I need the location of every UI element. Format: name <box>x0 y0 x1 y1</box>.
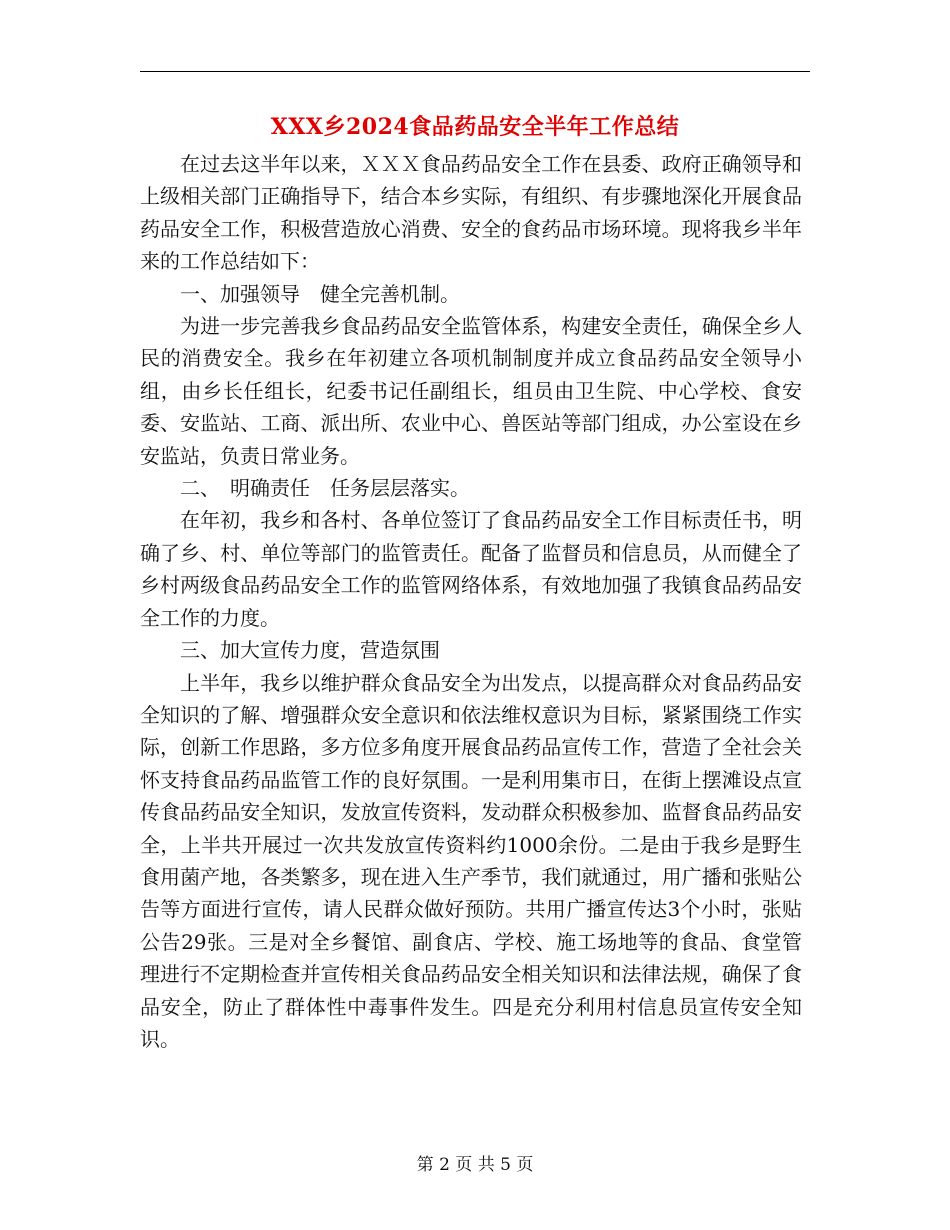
section-1-paragraph: 为进一步完善我乡食品药品安全监管体系，构建安全责任，确保全乡人民的消费安全。我乡在年初建立各项机制制度并成立食品药品安全领导小组，由乡长任组长，纪委书记任副组长，组员由卫生院、中心学校、食安委、安监站、工商、派出所、农业中心、兽医站等部门组成，办公室设在乡安监站，负责日常业务。 <box>140 314 802 468</box>
header-rule <box>140 71 810 72</box>
document-body <box>140 148 802 1055</box>
document-title: XXX乡2024食品药品安全半年工作总结 <box>270 114 680 140</box>
intro-paragraph: 在过去这半年以来，ＸＸＸ食品药品安全工作在县委、政府正确领导和上级相关部门正确指导下，结合本乡实际，有组织、有步骤地深化开展食品药品安全工作，积极营造放心消费、安全的食药品市场环境。现将我乡半年来的工作总结如下： <box>140 152 802 274</box>
section-heading-2: 二、 明确责任 任务层层落实。 <box>180 476 470 501</box>
section-heading-1: 一、加强领导 健全完善机制。 <box>180 281 460 306</box>
page-number: 第 2 页 共 5 页 <box>416 1155 534 1175</box>
section-2-paragraph: 在年初，我乡和各村、各单位签订了食品药品安全工作目标责任书，明确了乡、村、单位等部门的监管责任。配备了监督员和信息员，从而健全了乡村两级食品药品安全工作的监管网络体系，有效地加强了我镇食品药品安全工作的力度。 <box>140 508 802 630</box>
section-heading-3: 三、加大宣传力度，营造氛围 <box>180 638 440 663</box>
section-3-paragraph: 上半年，我乡以维护群众食品安全为出发点，以提高群众对食品药品安全知识的了解、增强群众安全意识和依法维权意识为目标，紧紧围绕工作实际，创新工作思路，多方位多角度开展食品药品宣传工作，营造了全社会关怀支持食品药品监管工作的良好氛围。一是利用集市日，在街上摆滩设点宣传食品药品安全知识，发放宣传资料，发动群众积极参加、监督食品药品安全，上半共开展过一次共发放宣传资料约1000余份。二是由于我乡是野生食用菌产地，各类繁多，现在进入生产季节，我们就通过，用广播和张贴公告等方面进行宣传，请人民群众做好预防。共用广播宣传达3个小时，张贴公告29张。三是对全乡餐馆、副食店、学校、施工场地等的食品、食堂管理进行不定期检查并宣传相关食品药品安全相关知识和法律法规，确保了食品安全，防止了群体性中毒事件发生。四是充分利用村信息员宣传安全知识。 <box>140 670 802 1051</box>
